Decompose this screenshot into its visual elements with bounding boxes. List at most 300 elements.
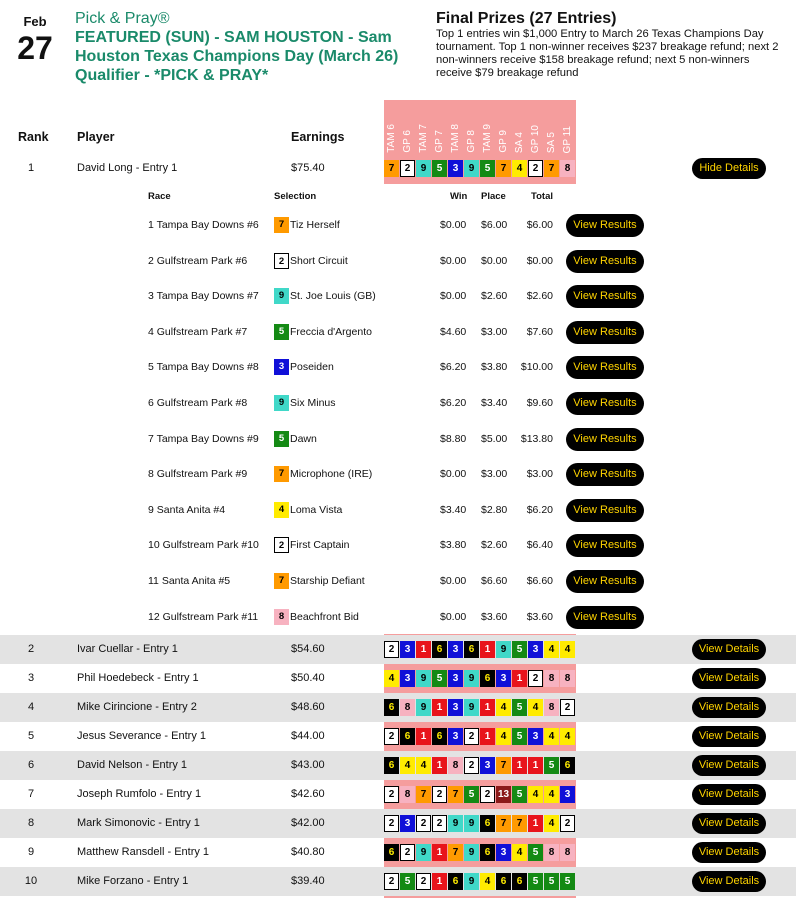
selection-horse-name: Six Minus [290,397,336,409]
date-month: Feb [23,14,47,29]
total-amount: $7.60 [526,325,553,338]
pick-badge: 7 [448,786,463,803]
view-results-button[interactable]: View Results [566,356,644,379]
picks-strip [384,160,576,177]
pick-badge: 8 [400,699,415,716]
place-amount: $3.00 [481,325,508,338]
pick-badge: 2 [528,670,543,687]
view-details-button[interactable]: View Details [692,842,766,863]
race-name: 5 Tampa Bay Downs #8 [148,361,259,374]
pick-badge: 9 [416,160,431,177]
pick-badge: 7 [512,815,527,832]
prizes-panel [436,10,786,80]
race-detail-row [0,244,796,279]
race-header-6 [480,100,496,156]
page-header [0,0,796,100]
pick-badge: 3 [448,160,463,177]
pick-badge: 9 [496,641,511,658]
pick-badge: 3 [448,699,463,716]
pick-badge: 1 [416,728,431,745]
pick-badge: 6 [384,844,399,861]
selection-number-badge: 7 [274,466,289,482]
race-detail-row [0,528,796,563]
date-badge [10,14,60,65]
pick-badge: 4 [528,699,543,716]
pick-badge: 5 [560,873,575,890]
pick-badge: 9 [464,699,479,716]
race-detail-row [0,564,796,599]
player-name[interactable]: David Long - Entry 1 [77,162,178,174]
pick-badge: 3 [496,670,511,687]
standings-row [0,809,796,838]
race-header-label: TAM 6 [386,124,397,153]
earnings-cell: $54.60 [291,643,325,655]
view-details-button[interactable]: View Details [692,639,766,660]
race-header-10 [544,100,560,156]
win-amount: $0.00 [440,219,467,231]
pick-badge: 2 [384,873,399,890]
pick-badge: 5 [432,160,447,177]
pick-badge: 8 [560,160,575,177]
pick-badge: 8 [544,699,559,716]
selection-horse-name: Freccia d'Argento [290,325,372,338]
pick-badge: 2 [464,757,479,774]
pick-badge: 3 [400,815,415,832]
detail-header-race: Race [148,191,171,202]
pick-badge: 5 [528,873,543,890]
pick-badge: 5 [480,160,495,177]
race-name: 11 Santa Anita #5 [148,575,231,587]
pick-badge: 8 [400,786,415,803]
place-amount: $3.80 [481,361,508,374]
rank-cell: 2 [27,643,35,655]
place-amount: $0.00 [481,254,508,267]
race-name: 12 Gulfstream Park #11 [148,610,259,623]
standings-row [0,867,796,896]
selection-number-badge: 9 [274,395,289,411]
race-detail-row [0,457,796,492]
pick-badge: 5 [512,728,527,745]
pick-badge: 13 [496,786,511,803]
standings-row [0,780,796,809]
selection-number-badge: 3 [274,359,289,375]
picks-strip [384,728,576,745]
pick-badge: 6 [384,699,399,716]
view-results-button[interactable]: View Results [566,321,644,344]
contest-title [75,9,415,85]
earnings-cell: $40.80 [291,846,325,858]
player-name[interactable]: Jesus Severance - Entry 1 [77,730,207,742]
race-header-label: SA 5 [546,131,557,153]
standings-row [0,693,796,722]
rank-cell: 7 [27,788,35,800]
picks-strip [384,670,576,687]
player-name[interactable]: Joseph Rumfolo - Entry 1 [77,788,202,800]
contest-type: Pick & Pray® [75,10,170,27]
win-amount: $0.00 [440,468,467,481]
view-results-button[interactable]: View Results [566,534,644,557]
selection-number-badge: 7 [274,573,289,589]
pick-badge: 4 [512,160,527,177]
earnings-cell: $75.40 [291,162,325,174]
rank-cell: 4 [27,701,35,713]
race-header-5 [464,100,480,156]
selection-horse-name: Tiz Herself [290,219,340,231]
selection-horse-name: Starship Defiant [290,575,365,587]
race-detail-row [0,600,796,635]
pick-badge: 6 [480,844,495,861]
pick-badge: 2 [400,844,415,861]
pick-badge: 3 [448,670,463,687]
pick-badge: 2 [384,641,399,658]
earnings-cell: $44.00 [291,730,325,742]
selection-horse-name: First Captain [290,539,350,552]
pick-badge: 1 [512,757,527,774]
standings-row [0,751,796,780]
race-detail-row [0,493,796,528]
pick-badge: 2 [464,728,479,745]
race-detail-row [0,279,796,314]
pick-badge: 9 [416,844,431,861]
pick-badge: 2 [560,815,575,832]
pick-badge: 5 [512,699,527,716]
rank-cell: 3 [27,672,35,684]
picks-strip [384,641,576,658]
pick-badge: 2 [416,815,431,832]
player-name[interactable]: Mark Simonovic - Entry 1 [77,817,200,829]
date-day: 27 [17,30,53,66]
race-header-strip [384,100,576,156]
win-amount: $6.20 [440,361,467,374]
prizes-description: Top 1 entries win $1,000 Entry to March 26 Texas Champions Day tournament. Top 1 non-winner receives $237 breakage refund; next 2 non-winners receive $158 breakage refund; next 5 non-winners receive $79 breakage refund [436,28,779,79]
place-amount: $3.40 [481,397,508,409]
pick-badge: 2 [384,728,399,745]
selection-number-badge: 4 [274,502,289,518]
selection-horse-name: Dawn [290,432,317,445]
pick-badge: 5 [528,844,543,861]
race-header-11 [560,100,576,156]
view-details-button[interactable]: View Details [692,813,766,834]
race-header-label: TAM 8 [450,124,461,153]
pick-badge: 8 [560,844,575,861]
selection-horse-name: St. Joe Louis (GB) [290,290,376,303]
view-results-button[interactable]: View Results [566,499,644,522]
race-header-8 [512,100,528,156]
view-results-button[interactable]: View Results [566,428,644,451]
pick-badge: 5 [432,670,447,687]
detail-header-total: Total [531,191,553,202]
pick-badge: 7 [416,786,431,803]
pick-badge: 4 [480,873,495,890]
race-name: 6 Gulfstream Park #8 [148,397,248,409]
selection-number-badge: 7 [274,217,289,233]
player-header: Player [77,130,115,144]
pick-badge: 4 [544,815,559,832]
race-detail-row [0,350,796,385]
selection-number-badge: 5 [274,324,289,340]
pick-badge: 5 [400,873,415,890]
pick-badge: 6 [480,670,495,687]
pick-badge: 6 [560,757,575,774]
race-name: 2 Gulfstream Park #6 [148,254,248,267]
pick-badge: 1 [528,757,543,774]
pick-badge: 8 [448,757,463,774]
pick-badge: 9 [464,815,479,832]
earnings-cell: $42.00 [291,817,325,829]
place-amount: $3.00 [481,468,508,481]
pick-badge: 3 [448,641,463,658]
view-details-button[interactable]: View Details [692,871,766,892]
pick-badge: 7 [496,815,511,832]
pick-badge: 2 [384,786,399,803]
picks-strip [384,815,576,832]
total-amount: $0.00 [526,254,553,267]
pick-badge: 9 [464,160,479,177]
detail-header-place: Place [481,191,506,202]
player-name[interactable]: David Nelson - Entry 1 [77,759,188,771]
view-details-button[interactable]: View Details [692,668,766,689]
player-name[interactable]: Mike Forzano - Entry 1 [77,875,189,887]
view-results-button[interactable]: View Results [566,250,644,273]
total-amount: $6.40 [526,539,553,552]
pick-badge: 7 [448,844,463,861]
total-amount: $13.80 [520,432,553,445]
selection-horse-name: Short Circuit [290,254,348,267]
rank-cell: 8 [27,817,35,829]
pick-badge: 5 [512,641,527,658]
place-amount: $2.80 [481,503,508,516]
pick-badge: 4 [416,757,431,774]
pick-badge: 3 [528,728,543,745]
pick-badge: 6 [432,728,447,745]
standings-row [0,838,796,867]
pick-badge: 1 [432,844,447,861]
rank-header: Rank [18,130,49,144]
detail-header-win: Win [450,191,468,202]
place-amount: $5.00 [481,432,508,445]
pick-badge: 2 [560,699,575,716]
race-detail-row [0,422,796,457]
earnings-cell: $39.40 [291,875,325,887]
standings-row [0,154,796,183]
race-header-label: GP 10 [530,124,541,153]
pick-badge: 6 [480,815,495,832]
earnings-cell: $50.40 [291,672,325,684]
pick-badge: 6 [400,728,415,745]
pick-badge: 8 [544,670,559,687]
standings-row [0,664,796,693]
place-amount: $3.60 [481,610,508,623]
rank-cell: 1 [27,162,35,174]
view-results-button[interactable]: View Results [566,214,644,237]
pick-badge: 4 [496,728,511,745]
race-name: 9 Santa Anita #4 [148,503,226,516]
race-detail-row [0,208,796,243]
pick-badge: 4 [400,757,415,774]
pick-badge: 6 [464,641,479,658]
pick-badge: 4 [496,699,511,716]
pick-badge: 9 [464,844,479,861]
picks-strip [384,844,576,861]
pick-badge: 4 [512,844,527,861]
win-amount: $0.00 [440,610,467,623]
player-name[interactable]: Matthew Ransdell - Entry 1 [77,846,210,858]
selection-horse-name: Beachfront Bid [290,610,359,623]
rank-cell: 6 [27,759,35,771]
pick-badge: 4 [544,641,559,658]
view-details-button[interactable]: View Details [692,755,766,776]
place-amount: $2.60 [481,290,508,303]
pick-badge: 9 [448,815,463,832]
race-header-label: GP 8 [466,130,477,153]
rank-cell: 10 [24,875,38,887]
race-header-9 [528,100,544,156]
win-amount: $0.00 [440,254,467,267]
player-name[interactable]: Ivar Cuellar - Entry 1 [77,643,178,655]
view-results-button[interactable]: View Results [566,285,644,308]
win-amount: $3.80 [440,539,467,552]
race-name: 3 Tampa Bay Downs #7 [148,290,259,303]
pick-badge: 5 [544,757,559,774]
view-results-button[interactable]: View Results [566,463,644,486]
race-name: 1 Tampa Bay Downs #6 [148,219,259,231]
pick-badge: 4 [544,728,559,745]
view-details-button[interactable]: View Details [692,697,766,718]
win-amount: $3.40 [440,503,467,516]
pick-badge: 4 [384,670,399,687]
pick-badge: 9 [464,873,479,890]
pick-badge: 4 [544,786,559,803]
pick-badge: 1 [480,641,495,658]
rank-cell: 9 [27,846,35,858]
pick-badge: 9 [416,670,431,687]
race-header-label: TAM 9 [482,124,493,153]
selection-number-badge: 9 [274,288,289,304]
detail-header-selection: Selection [274,191,317,202]
picks-strip [384,873,576,890]
pick-badge: 8 [560,670,575,687]
standings-row [0,635,796,664]
pick-badge: 2 [480,786,495,803]
total-amount: $10.00 [520,361,553,374]
pick-badge: 7 [496,160,511,177]
contest-name: FEATURED (SUN) - SAM HOUSTON - Sam Houston Texas Champions Day (March 26) Qualifier - *PICK & PRAY* [75,29,399,84]
view-details-button[interactable]: View Details [692,726,766,747]
race-header-label: GP 9 [498,130,509,153]
place-amount: $6.00 [481,219,508,231]
earnings-cell: $43.00 [291,759,325,771]
race-detail-row [0,386,796,421]
total-amount: $6.20 [526,503,553,516]
earnings-cell: $42.60 [291,788,325,800]
prizes-title: Final Prizes (27 Entries) [436,10,617,27]
race-name: 4 Gulfstream Park #7 [148,325,248,338]
standings-row [0,722,796,751]
place-amount: $6.60 [481,575,508,587]
pick-badge: 7 [496,757,511,774]
win-amount: $0.00 [440,290,467,303]
picks-strip [384,699,576,716]
pick-badge: 4 [560,728,575,745]
pick-badge: 5 [464,786,479,803]
pick-badge: 4 [560,641,575,658]
pick-badge: 2 [432,815,447,832]
view-results-button[interactable]: View Results [566,570,644,593]
total-amount: $3.60 [526,610,553,623]
pick-badge: 3 [480,757,495,774]
race-header-label: GP 6 [402,130,413,153]
pick-badge: 1 [416,641,431,658]
race-header-label: SA 4 [514,131,525,153]
pick-badge: 2 [416,873,431,890]
earnings-cell: $48.60 [291,701,325,713]
pick-badge: 4 [528,786,543,803]
pick-badge: 5 [544,873,559,890]
pick-badge: 3 [496,844,511,861]
view-results-button[interactable]: View Results [566,606,644,629]
total-amount: $2.60 [526,290,553,303]
hide-details-button[interactable]: Hide Details [692,158,766,179]
rank-cell: 5 [27,730,35,742]
total-amount: $9.60 [526,397,553,409]
pick-badge: 1 [480,728,495,745]
pick-badge: 5 [512,786,527,803]
race-header-7 [496,100,512,156]
race-header-label: GP 7 [434,130,445,153]
pick-badge: 7 [544,160,559,177]
race-header-label: TAM 7 [418,124,429,153]
pick-badge: 3 [400,670,415,687]
win-amount: $0.00 [440,575,467,587]
pick-badge: 2 [432,786,447,803]
selection-horse-name: Poseiden [290,361,334,374]
race-header-label: GP 11 [562,125,573,153]
player-name[interactable]: Phil Hoedebeck - Entry 1 [77,672,199,684]
pick-badge: 6 [432,641,447,658]
pick-badge: 1 [512,670,527,687]
selection-number-badge: 8 [274,609,289,625]
picks-strip [384,757,576,774]
pick-badge: 3 [528,641,543,658]
pick-badge: 9 [464,670,479,687]
race-header-1 [400,100,416,156]
race-header-0 [384,100,400,156]
place-amount: $2.60 [481,539,508,552]
pick-badge: 3 [400,641,415,658]
pick-badge: 1 [432,699,447,716]
selection-number-badge: 5 [274,431,289,447]
player-name[interactable]: Mike Cirincione - Entry 2 [77,701,197,713]
win-amount: $8.80 [440,432,467,445]
pick-badge: 2 [528,160,543,177]
win-amount: $6.20 [440,397,467,409]
race-detail-row [0,315,796,350]
race-name: 7 Tampa Bay Downs #9 [148,432,259,445]
pick-badge: 8 [544,844,559,861]
total-amount: $6.60 [526,575,553,587]
total-amount: $6.00 [526,219,553,231]
view-results-button[interactable]: View Results [566,392,644,415]
pick-badge: 9 [416,699,431,716]
total-amount: $3.00 [526,468,553,481]
race-name: 10 Gulfstream Park #10 [148,539,259,552]
pick-badge: 2 [400,160,415,177]
selection-horse-name: Microphone (IRE) [290,468,373,481]
pick-badge: 3 [560,786,575,803]
pick-badge: 2 [384,815,399,832]
view-details-button[interactable]: View Details [692,784,766,805]
picks-strip [384,786,576,803]
